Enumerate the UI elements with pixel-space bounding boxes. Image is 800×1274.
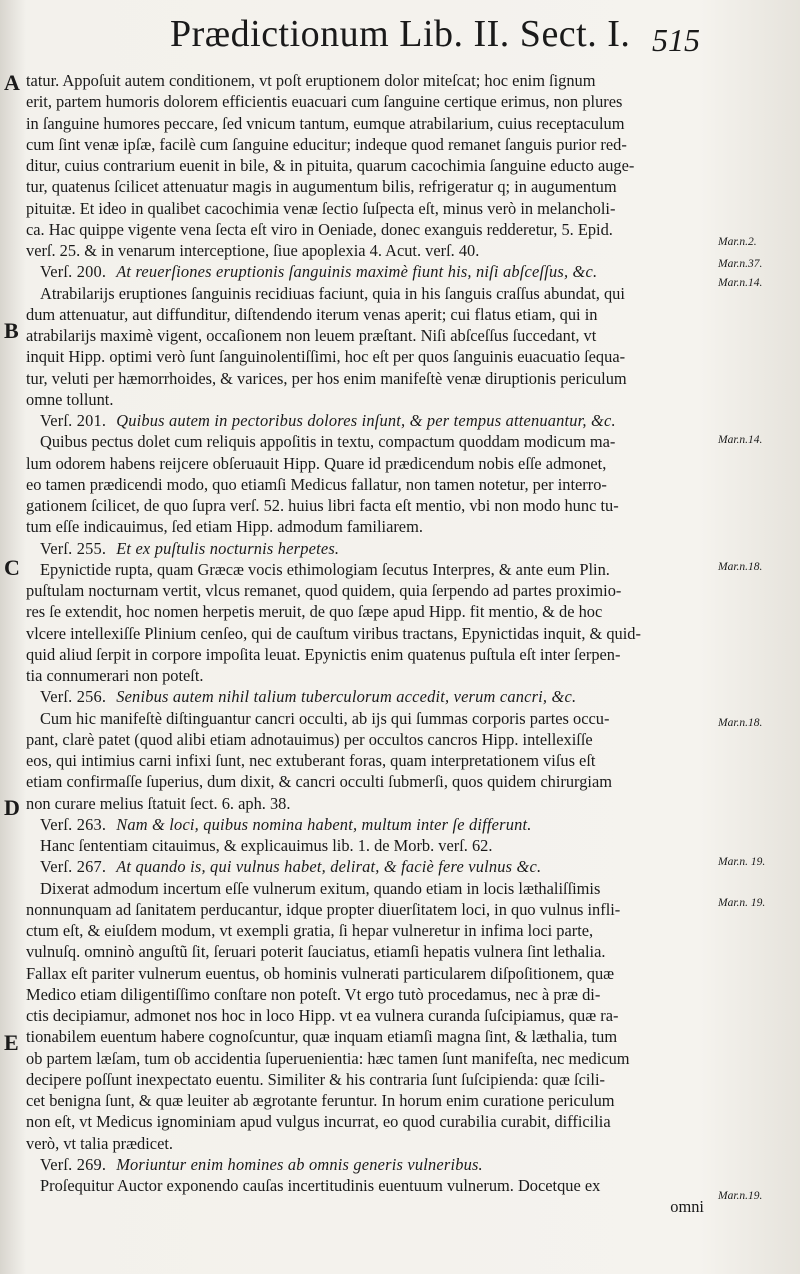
margin-note: Mar.n.18. <box>718 561 763 573</box>
text-line: inquit Hipp. optimi verò ſunt ſanguinolentiſſimi, hoc eſt per quos ſanguinis euacuatio ſequa- <box>26 347 626 367</box>
verse-label: Verſ. 201. <box>40 411 107 430</box>
text-line: vlcere intellexiſſe Plinium cenſeo, qui de cauſtum viribus tractans, Epynictidas inquit, & quid- <box>26 623 641 643</box>
verse-heading <box>26 686 710 707</box>
text-line: tia connumerari non poteſt. <box>26 666 204 685</box>
margin-letter: B <box>4 318 19 343</box>
text-line: Dixerat admodum incertum eſſe vulnerum exitum, quando etiam in locis læthaliſſimis <box>40 878 601 898</box>
verse-heading <box>26 261 710 282</box>
text-line: cum ſint venæ ipſæ, facilè cum ſanguine educitur; indeque quod remanet ſanguis purior red- <box>26 134 627 154</box>
margin-letter: C <box>4 555 20 580</box>
verse-label: Verſ. 263. <box>40 814 107 834</box>
verse-text: At reuerſiones eruptionis ſanguinis maximè fiunt his, niſi abſceſſus, &c. <box>116 262 598 282</box>
verse-heading <box>26 410 710 431</box>
text-line: eos, qui intimius carni infixi ſunt, nec extuberant foras, quam interpretationem viſus eſt <box>26 751 596 770</box>
running-head: Prædictionum Lib. II. Sect. I. <box>170 13 631 55</box>
text-line: Proſequitur Auctor exponendo cauſas incertitudinis euentuum vulnerum. Docetque ex <box>40 1176 601 1195</box>
verse-label: Verſ. 267. <box>40 857 107 877</box>
margin-letter: D <box>4 795 20 820</box>
margin-letter: E <box>4 1030 19 1055</box>
text-line: ctis decipiamur, admonet nos hoc in loco Hipp. vt ea vulnera curanda ſuſcipiamus, quæ ra- <box>26 1006 619 1025</box>
text-line: decipere poſſunt inexpectato euentu. Similiter & his contraria ſunt ſuſcipienda: quæ ſcili- <box>26 1069 605 1089</box>
text-body <box>26 70 710 1218</box>
text-line: Quibus pectus dolet cum reliquis appoſitis in textu, compactum quoddam modicum ma- <box>40 432 616 452</box>
verse-label: Verſ. 256. <box>40 687 107 707</box>
text-line: cet benigna ſunt, & quæ leuiter ab ægrotante feruntur. In horum enim curatione periculum <box>26 1091 615 1110</box>
text-line: Epynictide rupta, quam Græcæ vocis ethimologiam ſecutus Interpres, & ante eum Plin. <box>40 559 610 579</box>
text-line: vulnuſq. omninò anguſtũ ſit, ſeruari poterit ſauciatus, etiamſi hepatis vulnera ſint lethalia. <box>26 942 606 962</box>
page-header <box>0 8 800 60</box>
text-line: ca. Hac quippe vigente vena ſecta eſt viro in Oeniade, donec exanguis redderetur, 5. Epid. <box>26 219 613 239</box>
verse-heading <box>26 814 710 835</box>
text-line: pant, clarè patet (quod alibi etiam adnotauimus) per occultos cancros Hipp. intellexiſſe <box>26 729 593 749</box>
text-line: Hanc ſententiam citauimus, & explicauimus lib. 1. de Morb. verſ. 62. <box>40 836 493 855</box>
text-line: lum odorem habens reijcere obſeruauit Hipp. Quare id prædicendum nobis eſſe admonet, <box>26 453 607 473</box>
margin-note: Mar.n.37. <box>718 258 763 270</box>
text-line: puſtulam nocturnam vertit, vlcus remanet, quod quidem, quia ſerpendo ad partes proximio- <box>26 581 622 600</box>
text-line: tum eſſe indicauimus, ſed etiam Hipp. admodum familiarem. <box>26 517 423 537</box>
text-line: omne tollunt. <box>26 389 114 409</box>
text-line: ob partem læſam, tum ob accidentia ſuperuenientia: hæc tamen ſunt manifeſta, nec medicum <box>26 1048 630 1068</box>
page-number: 515 <box>652 22 700 58</box>
verse-text: Et ex puſtulis nocturnis herpetes. <box>116 538 340 558</box>
verse-text: Quibus autem in pectoribus dolores inſunt, & per tempus attenuantur, &c. <box>116 411 616 430</box>
text-line: non eſt, vt Medicus ignominiam apud vulgus incurrat, eo quod curabilia curabit, difficilia <box>26 1112 611 1132</box>
verse-heading <box>26 538 710 559</box>
verse-text: Moriuntur enim homines ab omnis generis vulneribus. <box>116 1154 483 1174</box>
text-line: quid aliud ſerpit in corpore impoſita leuat. Epynictis enim quatenus puſtula eſt inter ſerpen- <box>26 644 621 664</box>
text-line: tatur. Appoſuit autem conditionem, vt poſt eruptionem dolor miteſcat; hoc enim ſignum <box>26 71 596 90</box>
verse-label: Verſ. 269. <box>40 1154 107 1174</box>
text-line: erit, partem humoris dolorem efficientis euacuari cum ſanguine certique erimus, non plures <box>26 92 623 112</box>
text-line: nonnunquam ad ſanitatem perducantur, idque propter diuerſitatem loci, in quo vulnus infli- <box>26 899 621 919</box>
margin-note: Mar.n.2. <box>718 236 757 248</box>
text-line: atrabilarijs maximè vigent, occaſionem non leuem præſtant. Niſi abſceſſus ſuccedant, vt <box>26 326 597 345</box>
verse-heading <box>26 856 710 877</box>
text-line: ctum eſt, & eiuſdem modum, vt exempli gratia, ſi hepar vulneretur in infima loci parte, <box>26 921 594 940</box>
text-line: res ſe extendit, hoc nomen herpetis meruit, de quo ſæpe apud Hipp. fit mentio, & de hoc <box>26 602 603 622</box>
text-line: Atrabilarijs eruptiones ſanguinis recidiuas faciunt, quia in his ſanguis craſſus abundat, qui <box>40 283 625 303</box>
margin-note: Mar.n.19. <box>718 1190 763 1202</box>
text-line: eo tamen prædicendi modo, quo etiamſi Medicus fallatur, non tamen notetur, per interro- <box>26 474 607 494</box>
margin-letter: A <box>4 70 20 95</box>
verse-label: Verſ. 255. <box>40 538 107 558</box>
text-line: etiam confirmaſſe ſuperius, dum dixit, & cancri occulti ſubmerſi, quos quidem chirurgiam <box>26 772 612 792</box>
text-line: dum attenuatur, aut diffunditur, diſtendendo iterum venas aperit; cui flatus etiam, qui in <box>26 304 598 324</box>
text-line: tionabilem euentum habere cognoſcuntur, quæ inquam etiamſi magna ſint, & læthalia, tum <box>26 1027 618 1047</box>
text-line: pituitæ. Et ideo in qualibet cacochimia venæ ſectio ſuſpecta eſt, minus verò in melancholi- <box>26 198 616 218</box>
text-line: non curare melius ſtatuit ſect. 6. aph. 38. <box>26 793 291 813</box>
text-line: gationem ſcilicet, de quo ſupra verſ. 52. huius libri facta eſt mentio, vbi non modo hunc tu- <box>26 496 619 515</box>
verse-text: At quando is, qui vulnus habet, delirat, & faciè fere vulnus &c. <box>116 857 542 877</box>
verse-text: Senibus autem nihil talium tuberculorum accedit, verum cancri, &c. <box>116 687 577 707</box>
text-line: Fallax eſt pariter vulnerum euentus, ob hominis vulnerati particularem diſpoſitionem, quæ <box>26 963 615 983</box>
text-line: tur, quatenus ſcilicet attenuatur magis in augumentum bilis, refrigeratur q; in augumentum <box>26 177 617 197</box>
verse-label: Verſ. 200. <box>40 262 107 282</box>
verse-heading <box>26 1154 710 1175</box>
text-line: ditur, cuius contrarium euenit in bile, & in pituita, quarum cacochimia ſanguine educto auge- <box>26 156 635 175</box>
margin-note: Mar.n. 19. <box>718 856 766 868</box>
margin-note: Mar.n.18. <box>718 717 763 729</box>
catchword: omni <box>670 1197 704 1217</box>
text-line: Medico etiam diligentiſſimo conſtare non poteſt. Vt ergo tutò procedamus, nec à præ di- <box>26 984 601 1004</box>
margin-note: Mar.n. 19. <box>718 897 766 909</box>
margin-note: Mar.n.14. <box>718 277 763 289</box>
text-line: verò, vt talia prædicet. <box>26 1133 174 1153</box>
text-line: in ſanguine humores peccare, ſed vnicum tantum, eumque atrabilarium, cuius receptaculum <box>26 113 625 133</box>
text-line: verſ. 25. & in venarum interceptione, ſiue apoplexia 4. Acut. verſ. 40. <box>26 241 480 260</box>
verse-text: Nam & loci, quibus nomina habent, multum inter ſe differunt. <box>116 814 532 834</box>
text-line: tur, veluti per hæmorrhoides, & varices, per hos enim manifeſtè venæ diruptionis periculum <box>26 368 627 388</box>
text-line: Cum hic manifeſtè diſtinguantur cancri occulti, ab ijs qui ſummas corporis partes occu- <box>40 708 610 728</box>
margin-note: Mar.n.14. <box>718 434 763 446</box>
